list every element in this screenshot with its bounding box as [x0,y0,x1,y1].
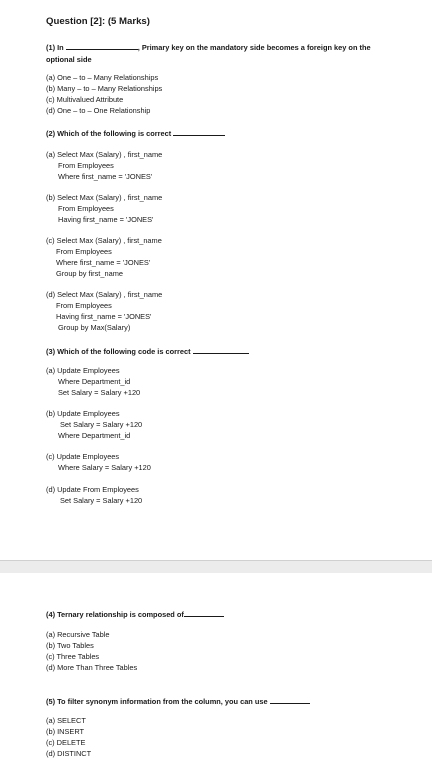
question-5-option-d: (d) DISTINCT [46,749,92,758]
question-5-option-b: (b) INSERT [46,727,85,736]
question-2-option-a-line-1: (a) Select Max (Salary) , first_name [46,150,163,159]
question-2-option-c-line-3: Where first_name = 'JONES' [56,258,151,267]
page-title: Question [2]: (5 Marks) [46,16,150,27]
question-3-option-c-line-2: Where Salary = Salary +120 [58,463,151,472]
question-3-prompt [46,346,249,356]
question-3-blank [193,346,249,354]
question-1-option-a: (a) One – to – Many Relationships [46,73,159,82]
question-2-option-a-line-3: Where first_name = 'JONES' [58,172,153,181]
document-page-2 [0,573,432,772]
question-2-option-d-line-2: From Employees [56,301,112,310]
question-1-blank [66,42,138,50]
question-1-prefix: (1) In [46,43,64,52]
question-3-option-b-line-3: Where Department_id [58,431,131,440]
question-4-option-c: (c) Three Tables [46,652,100,661]
question-1-option-c: (c) Multivalued Attribute [46,95,124,104]
question-3-option-c-line-1: (c) Update Employees [46,452,120,461]
question-2-prompt [46,128,225,138]
question-1-option-b: (b) Many – to – Many Relationships [46,84,163,93]
question-2-blank [173,128,225,136]
question-3-option-d-line-1: (d) Update From Employees [46,485,139,494]
question-1-suffix: , Primary key on the mandatory side becomes a foreign key on the [137,43,371,52]
question-2-option-b-line-1: (b) Select Max (Salary) , first_name [46,193,163,202]
question-5-prompt-text: (5) To filter synonym information from the column, you can use [46,697,268,706]
question-2-option-c-line-4: Group by first_name [56,269,123,278]
question-4-blank [184,609,224,617]
question-5-prompt [46,696,310,706]
question-2-option-c-line-2: From Employees [56,247,112,256]
question-3-option-a-line-3: Set Salary = Salary +120 [58,388,141,397]
question-2-option-d-line-4: Group by Max(Salary) [58,323,131,332]
question-3-option-a-line-1: (a) Update Employees [46,366,120,375]
question-2-option-a-line-2: From Employees [58,161,114,170]
question-1-line-1 [46,42,371,52]
question-4-prompt-text: (4) Ternary relationship is composed of [46,610,184,619]
question-4-option-d: (d) More Than Three Tables [46,663,138,672]
question-5-option-c: (c) DELETE [46,738,86,747]
question-1-option-d: (d) One – to – One Relationship [46,106,151,115]
question-4-option-b: (b) Two Tables [46,641,94,650]
question-3-option-b-line-1: (b) Update Employees [46,409,120,418]
question-2-option-b-line-2: From Employees [58,204,114,213]
question-3-option-a-line-2: Where Department_id [58,377,131,386]
question-2-prompt-text: (2) Which of the following is correct [46,129,172,138]
question-4-prompt [46,609,224,619]
question-2-option-b-line-3: Having first_name = 'JONES' [58,215,154,224]
question-4-option-a: (a) Recursive Table [46,630,110,639]
page-separator [0,560,432,574]
question-5-option-a: (a) SELECT [46,716,86,725]
question-3-option-d-line-2: Set Salary = Salary +120 [60,496,143,505]
question-1-line-2: optional side [46,55,92,64]
question-2-option-d-line-3: Having first_name = 'JONES' [56,312,152,321]
question-3-prompt-text: (3) Which of the following code is correct [46,347,191,356]
question-2-option-c-line-1: (c) Select Max (Salary) , first_name [46,236,162,245]
question-3-option-b-line-2: Set Salary = Salary +120 [60,420,143,429]
question-2-option-d-line-1: (d) Select Max (Salary) , first_name [46,290,163,299]
question-5-blank [270,696,310,704]
